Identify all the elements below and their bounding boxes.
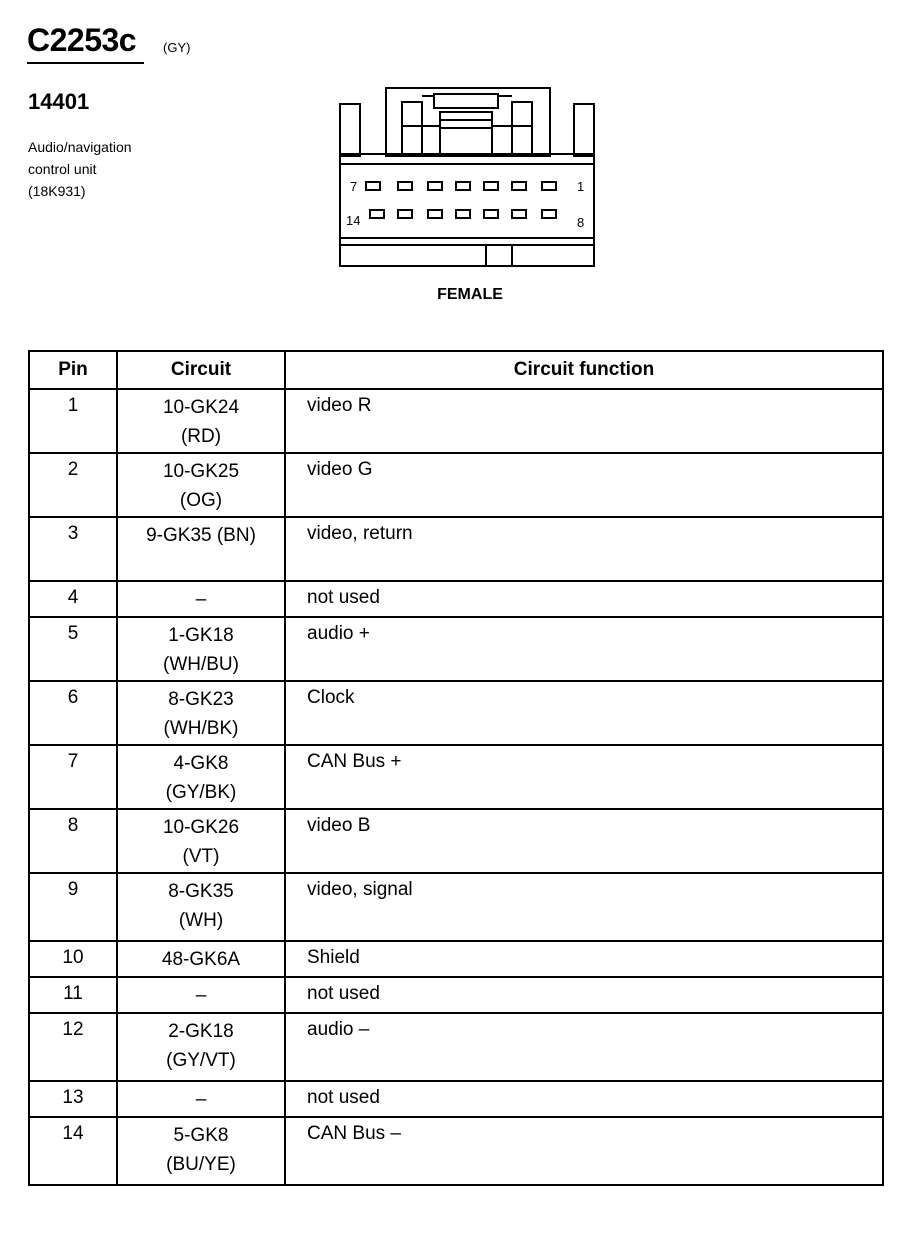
connector-face-diagram — [336, 86, 598, 272]
pin-number: 10 — [29, 941, 117, 977]
table-header-row — [29, 351, 883, 389]
pin-label-row1-start: 7 — [350, 179, 358, 194]
circuit-cell — [117, 1081, 285, 1117]
connector-color: (GY) — [163, 40, 191, 55]
pin-cavities — [366, 182, 556, 218]
part-number: 14401 — [28, 89, 90, 114]
circuit-id: 4-GK8 — [173, 753, 229, 774]
table-row — [29, 681, 883, 745]
wire-color: (BU/YE) — [166, 1154, 236, 1175]
circuit-id: 2-GK18 — [168, 1021, 234, 1042]
table-row — [29, 809, 883, 873]
wire-color: (OG) — [179, 490, 223, 511]
table-row — [29, 873, 883, 941]
circuit-cell — [117, 873, 285, 941]
circuit-function: video G — [285, 453, 883, 517]
table-row — [29, 1117, 883, 1185]
circuit-function: video B — [285, 809, 883, 873]
circuit-cell — [117, 681, 285, 745]
circuit-id: – — [195, 589, 207, 610]
pin-label-row2-start: 14 — [346, 213, 361, 228]
header-circuit-function: Circuit function — [285, 351, 883, 389]
pin-number: 1 — [29, 389, 117, 453]
pin-number: 6 — [29, 681, 117, 745]
table-row — [29, 977, 883, 1013]
circuit-id: 10-GK24 — [162, 397, 240, 418]
description-line-1: Audio/navigation — [28, 139, 132, 155]
circuit-function: not used — [285, 581, 883, 617]
pin-number: 14 — [29, 1117, 117, 1185]
circuit-id: 8-GK35 — [168, 881, 234, 902]
header-pin: Pin — [29, 351, 117, 389]
connector-id-underline — [27, 62, 144, 64]
wire-color: (RD) — [180, 426, 222, 447]
circuit-cell — [117, 1117, 285, 1185]
circuit-function: audio – — [285, 1013, 883, 1081]
description-line-2: control unit — [28, 161, 97, 177]
pin-number: 8 — [29, 809, 117, 873]
wire-color: (WH) — [178, 910, 224, 931]
circuit-cell — [117, 745, 285, 809]
pin-label-row1-end: 1 — [577, 179, 585, 194]
wire-color: (GY/VT) — [166, 1050, 236, 1071]
circuit-id: – — [195, 985, 207, 1006]
circuit-cell — [117, 941, 285, 977]
circuit-function: Shield — [285, 941, 883, 977]
wire-color: (WH/BU) — [163, 654, 239, 675]
circuit-cell — [117, 389, 285, 453]
table-row — [29, 617, 883, 681]
pin-number: 7 — [29, 745, 117, 809]
circuit-cell — [117, 517, 285, 581]
connector-gender-label: FEMALE — [437, 286, 503, 303]
circuit-id: – — [195, 1089, 207, 1110]
pin-number: 12 — [29, 1013, 117, 1081]
circuit-function: video, signal — [285, 873, 883, 941]
circuit-function: CAN Bus + — [285, 745, 883, 809]
description-line-3: (18K931) — [28, 183, 86, 199]
pin-table — [28, 350, 884, 1186]
pin-number: 11 — [29, 977, 117, 1013]
wire-color: (GY/BK) — [165, 782, 237, 803]
circuit-function: video R — [285, 389, 883, 453]
circuit-cell — [117, 1013, 285, 1081]
circuit-cell — [117, 809, 285, 873]
table-row — [29, 1081, 883, 1117]
circuit-id: 10-GK25 — [162, 461, 240, 482]
table-row — [29, 581, 883, 617]
connector-id: C2253c — [27, 22, 137, 58]
circuit-id: 10-GK26 — [162, 817, 240, 838]
circuit-id: 1-GK18 — [168, 625, 234, 646]
circuit-function: not used — [285, 977, 883, 1013]
circuit-id: 5-GK8 — [173, 1125, 229, 1146]
wire-color: (VT) — [182, 846, 220, 867]
circuit-cell — [117, 617, 285, 681]
pin-number: 3 — [29, 517, 117, 581]
table-row — [29, 517, 883, 581]
circuit-function: video, return — [285, 517, 883, 581]
table-row — [29, 453, 883, 517]
circuit-function: audio + — [285, 617, 883, 681]
circuit-function: Clock — [285, 681, 883, 745]
table-row — [29, 389, 883, 453]
circuit-function: not used — [285, 1081, 883, 1117]
header-circuit: Circuit — [117, 351, 285, 389]
table-row — [29, 1013, 883, 1081]
pin-number: 13 — [29, 1081, 117, 1117]
circuit-id: 48-GK6A — [161, 949, 241, 970]
circuit-cell — [117, 581, 285, 617]
table-row — [29, 941, 883, 977]
circuit-cell — [117, 453, 285, 517]
pin-number: 5 — [29, 617, 117, 681]
pin-label-row2-end: 8 — [577, 215, 585, 230]
circuit-function: CAN Bus – — [285, 1117, 883, 1185]
pin-number: 4 — [29, 581, 117, 617]
circuit-id: 8-GK23 — [168, 689, 234, 710]
pin-number: 2 — [29, 453, 117, 517]
circuit-id: 9-GK35 (BN) — [146, 525, 256, 546]
wire-color: (WH/BK) — [163, 718, 239, 739]
pin-number: 9 — [29, 873, 117, 941]
circuit-cell — [117, 977, 285, 1013]
table-row — [29, 745, 883, 809]
